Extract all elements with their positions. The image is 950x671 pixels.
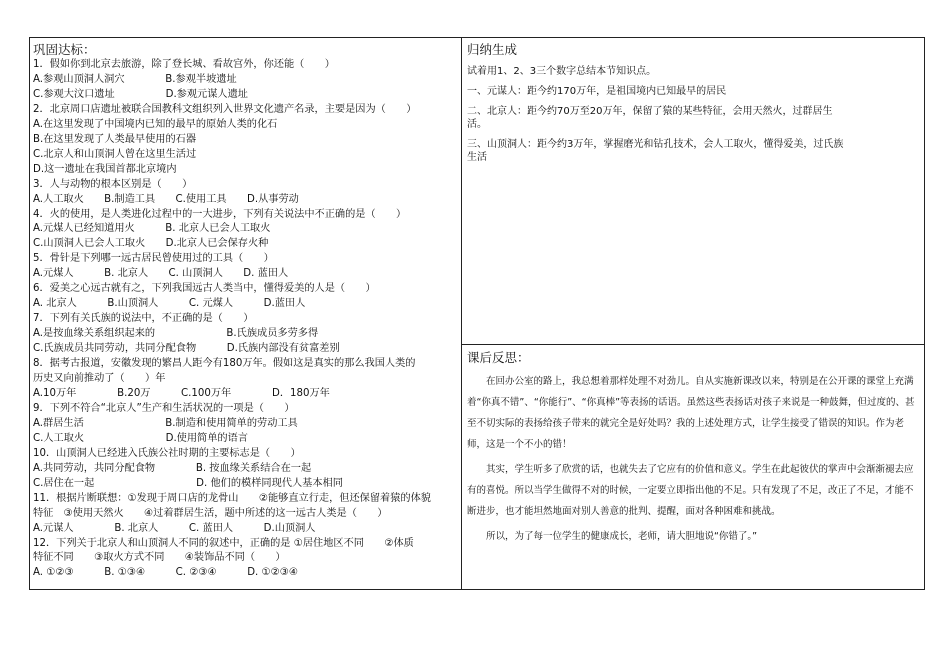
question-line: C.参观大汶口遗址 D.参观元谋人遗址 <box>33 88 248 100</box>
question-line: 5．骨针是下列哪一远古居民曾使用过的工具（ ） <box>33 253 274 265</box>
question-line: A.参观山顶洞人洞穴 B.参观半坡遗址 <box>33 73 237 85</box>
reflection-section <box>467 349 919 547</box>
question-line: A.元谋人 B. 北京人 C. 蓝田人 D.山顶洞人 <box>33 522 316 534</box>
question-line: A.是按血缘关系组织起来的 B.氏族成员多劳多得 <box>33 328 319 340</box>
worksheet-table <box>29 37 925 590</box>
question-line: A.元煤人 B. 北京人 C. 山顶洞人 D. 蓝田人 <box>33 268 289 280</box>
summary-item-yuanmou: 一、元谋人：距今约170万年，是祖国境内已知最早的居民 <box>467 86 727 97</box>
question-line: 特征不同 ③取火方式不同 ④装饰品不同（ ） <box>33 552 286 564</box>
row-divider <box>462 344 925 345</box>
summary-item-shandingdong <box>467 138 919 164</box>
question-line: C.氏族成员共同劳动，共同分配食物 D.氏族内部没有贫富差别 <box>33 343 340 355</box>
question-line: D.这一遗址在我国首都北京境内 <box>33 163 177 175</box>
question-line: A.群居生活 B.制造和使用简单的劳动工具 <box>33 417 298 429</box>
question-line: C.人工取火 D.使用简单的语言 <box>33 432 248 444</box>
question-line: 特征 ③使用天然火 ④过着群居生活，题中所述的这一远古人类是（ ） <box>33 507 388 519</box>
question-line: A.元煤人已经知道用火 B. 北京人已会人工取火 <box>33 223 271 235</box>
question-line: C.居住在一起 D. 他们的模样同现代人基本相同 <box>33 477 343 489</box>
question-line: B.在这里发现了人类最早使用的石器 <box>33 133 197 145</box>
consolidation-section <box>33 41 458 581</box>
question-line: A.在这里发现了中国境内已知的最早的原始人类的化石 <box>33 118 278 130</box>
section-title-summary: 归纳生成 <box>467 42 518 57</box>
summary-item-beijing-line2: 活。 <box>467 119 487 130</box>
question-line: 历史又向前推动了（ ）年 <box>33 373 166 385</box>
question-line: 9．下列不符合“北京人”生产和生活状况的一项是（ ） <box>33 402 295 414</box>
question-line: A.人工取火 B.制造工具 C.使用工具 D.从事劳动 <box>33 193 299 205</box>
question-line: A.共同劳动，共同分配食物 B. 按血缘关系结合在一起 <box>33 462 312 474</box>
column-divider <box>461 38 462 589</box>
question-line: A. ①②③ B. ①③④ C. ②③④ D. ①②③④ <box>33 567 299 579</box>
question-list <box>33 58 458 581</box>
reflection-paragraph: 所以，为了每一位学生的健康成长，老师，请大胆地说“你错了。” <box>486 531 758 542</box>
question-line: 7．下列有关氏族的说法中，不正确的是（ ） <box>33 313 254 325</box>
summary-item-shandingdong-line1: 三、山顶洞人：距今约3万年，掌握磨光和钻孔技术，会人工取火，懂得爱美，过氏族 <box>467 139 844 150</box>
question-line: 3．人与动物的根本区别是（ ） <box>33 178 193 190</box>
question-line: 6．爱美之心远古就有之，下列我国远古人类当中，懂得爱美的人是（ ） <box>33 283 376 295</box>
question-line: 11．根据片断联想：①发现于周口店的龙骨山 ②能够直立行走，但还保留着猿的体貌 <box>33 492 431 504</box>
section-title-consolidation: 巩固达标： <box>33 42 96 57</box>
question-line: C.山顶洞人已会人工取火 D.北京人已会保存火种 <box>33 238 269 250</box>
question-line: A. 北京人 B.山顶洞人 C. 元煤人 D.蓝田人 <box>33 298 306 310</box>
question-line: 2．北京周口店遗址被联合国教科文组织列入世界文化遗产名录，主要是因为（ ） <box>33 103 417 115</box>
question-line: 12．下列关于北京人和山顶洞人不同的叙述中，正确的是 ①居住地区不同 ②体质 <box>33 537 414 549</box>
summary-item-shandingdong-line2: 生活 <box>467 152 487 163</box>
summary-instruction: 试着用1、2、3三个数字总结本节知识点。 <box>467 66 657 77</box>
summary-item-beijing <box>467 105 919 131</box>
summary-item-beijing-line1: 二、北京人：距今约70万至20万年，保留了猿的某些特征，会用天然火，过群居生 <box>467 106 833 117</box>
summary-section <box>467 41 919 164</box>
question-line: 8．据考古报道，安徽发现的繁昌人距今有180万年。假如这是真实的那么我国人类的 <box>33 358 416 370</box>
reflection-paragraph: 其实，学生听多了欣赏的话，也就失去了它应有的价值和意义。学生在此起彼伏的掌声中会渐渐褪去应有的喜悦。所以当学生做得不对的时候，一定要立即指出他的不足。只有发现了不足，改正了不足，才能不断进步，也才能坦然地面对别人善意的批判、提醒，面对各种困难和挑战。 <box>467 464 914 517</box>
reflection-paragraph: 在回办公室的路上，我总想着那样处理不对劲儿。自从实施新课改以来，特别是在公开课的课堂上充满着“你真不错”、“你能行”、“你真棒”等表扬的话语。虽然这些表扬话对孩子来说是一种鼓舞，但过度的、甚至不切实际的表扬给孩子带来的就完全是好处吗？我的上述处理方式，让学生接受了错误的知识。作为老师，这是一个不小的错！ <box>467 376 915 450</box>
question-line: 10．山顶洞人已经进入氏族公社时期的主要标志是（ ） <box>33 447 301 459</box>
question-line: 1．假如你到北京去旅游，除了登长城、看故宫外，你还能（ ） <box>33 59 335 70</box>
question-line: 4．火的使用，是人类进化过程中的一大进步，下列有关说法中不正确的是（ ） <box>33 208 407 220</box>
section-title-reflection: 课后反思： <box>467 350 530 365</box>
question-line: C.北京人和山顶洞人曾在这里生活过 <box>33 148 197 160</box>
question-line: A.10万年 B.20万 C.100万年 D．180万年 <box>33 387 330 399</box>
